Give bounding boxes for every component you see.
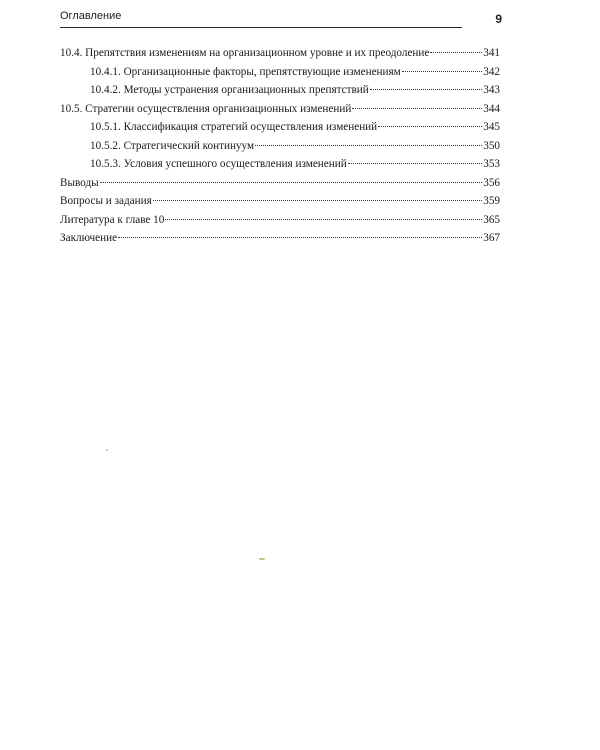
toc-entry-title: 10.5.3. Условия успешного осуществления изменений — [90, 158, 347, 170]
toc-entry-title: 10.4.2. Методы устранения организационных препятствий — [90, 84, 369, 96]
page-number: 9 — [495, 12, 502, 26]
header-divider — [60, 27, 462, 28]
toc-entry — [60, 44, 500, 63]
toc-entry-title: Заключение — [60, 232, 118, 244]
toc-entry-page: 342 — [483, 65, 500, 78]
toc-entry-title: 10.4.1. Организационные факторы, препятствующие изменениям — [90, 65, 401, 78]
toc-entry-page: 350 — [483, 139, 500, 152]
toc-entry — [60, 174, 500, 193]
dot-leader — [352, 108, 482, 109]
toc-entry — [60, 229, 500, 248]
dot-leader — [430, 52, 482, 53]
toc-entry — [60, 192, 500, 211]
toc-entry-page: 345 — [483, 121, 500, 133]
dot-leader — [402, 71, 482, 72]
scan-speck — [106, 449, 108, 451]
toc-entry-title: 10.5. Стратегии осуществления организационных изменений — [60, 102, 352, 115]
toc-entry-page: 365 — [483, 213, 500, 226]
toc-entry-page: 341 — [483, 47, 500, 59]
toc-entry-title: 10.5.2. Стратегический континуум — [90, 139, 255, 152]
toc-entry — [60, 155, 500, 174]
dot-leader — [118, 237, 482, 238]
scan-speck — [259, 558, 265, 560]
running-header-title: Оглавление — [60, 10, 122, 22]
toc-entry — [60, 118, 500, 137]
toc-entry — [60, 100, 500, 119]
dot-leader — [100, 182, 483, 183]
dot-leader — [348, 163, 483, 164]
dot-leader — [378, 126, 482, 127]
toc-entry-title: Выводы — [60, 176, 99, 189]
dot-leader — [165, 219, 482, 220]
table-of-contents — [60, 44, 500, 248]
toc-entry-page: 343 — [483, 84, 500, 96]
toc-entry — [60, 63, 500, 82]
toc-entry-title: 10.4. Препятствия изменениям на организационном уровне и их преодоление — [60, 47, 430, 59]
dot-leader — [153, 200, 482, 201]
toc-entry — [60, 137, 500, 156]
toc-entry-page: 353 — [483, 158, 500, 170]
toc-entry-title: Литература к главе 10 — [60, 213, 165, 226]
toc-entry — [60, 211, 500, 230]
dot-leader — [370, 89, 482, 90]
toc-entry-page: 344 — [483, 102, 500, 115]
dot-leader — [255, 145, 482, 146]
toc-entry — [60, 81, 500, 100]
toc-entry-title: 10.5.1. Классификация стратегий осуществления изменений — [90, 121, 378, 133]
toc-entry-page: 367 — [483, 232, 500, 244]
toc-entry-title: Вопросы и задания — [60, 195, 152, 207]
toc-entry-page: 359 — [483, 195, 500, 207]
page-header — [60, 10, 502, 32]
toc-entry-page: 356 — [483, 176, 500, 189]
